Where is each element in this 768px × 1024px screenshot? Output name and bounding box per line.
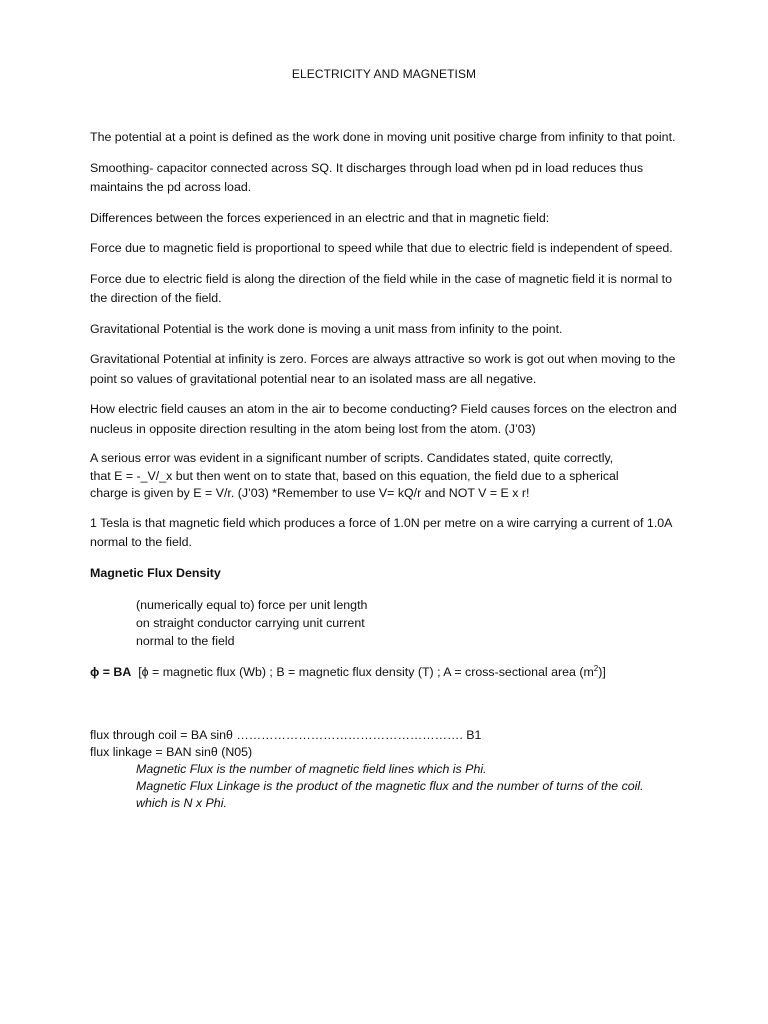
flux-density-line-3: normal to the field <box>136 634 235 648</box>
formula-body: [ϕ = magnetic flux (Wb) ; B = magnetic flux density (T) ; A = cross-sectional area (m <box>138 665 594 679</box>
flux-density-heading: Magnetic Flux Density <box>90 565 221 580</box>
formula-close: )] <box>598 665 606 679</box>
page-title: ELECTRICITY AND MAGNETISM <box>291 67 477 81</box>
formula-lead: ϕ = BA <box>90 665 132 679</box>
magnetic-flux-formula <box>90 663 682 683</box>
flux-through-coil: flux through coil = BA sinθ ………………………………………………. B1 <box>90 727 482 742</box>
flux-density-line-1: (numerically equal to) force per unit length <box>136 598 368 612</box>
flux-density-definition <box>136 596 682 650</box>
serious-error-line-2: that E = -_V/_x but then went on to state that, based on this equation, the field due to a spherical <box>90 468 619 483</box>
paragraph-electric-force-direction: Force due to electric field is along the direction of the field while in the case of magnetic field it is normal to the direction of the field. <box>90 271 672 305</box>
flux-note-2: Magnetic Flux Linkage is the product of the magnetic flux and the number of turns of the coil. <box>136 778 644 793</box>
paragraph-magnetic-force: Force due to magnetic field is proportional to speed while that due to electric field is independent of speed. <box>90 241 673 255</box>
flux-note-1: Magnetic Flux is the number of magnetic field lines which is Phi. <box>136 761 487 776</box>
paragraph-differences: Differences between the forces experienced in an electric and that in magnetic field: <box>90 210 550 225</box>
serious-error-line-3: charge is given by E = V/r. (J’03) *Remember to use V= kQ/r and NOT V = E x r! <box>90 486 530 500</box>
paragraph-gravitational-infinity: Gravitational Potential at infinity is zero. Forces are always attractive so work is got out when moving to the point so values of gravitational potential near to an isolated mass are all negative. <box>90 352 676 386</box>
flux-linkage: flux linkage = BAN sinθ (N05) <box>90 744 253 759</box>
flux-density-line-2: on straight conductor carrying unit current <box>136 616 365 630</box>
flux-note-3: which is N x Phi. <box>136 795 227 810</box>
paragraph-potential-definition: The potential at a point is defined as the work done in moving unit positive charge from infinity to that point. <box>90 130 676 144</box>
paragraph-serious-error <box>90 450 682 503</box>
paragraph-tesla-definition: 1 Tesla is that magnetic field which produces a force of 1.0N per metre on a wire carrying a current of 1.0A normal to the field. <box>90 515 672 549</box>
document-body <box>90 128 682 812</box>
paragraph-gravitational-potential: Gravitational Potential is the work done is moving a unit mass from infinity to the point. <box>90 321 563 336</box>
paragraph-smoothing: Smoothing- capacitor connected across SQ. It discharges through load when pd in load reduces thus maintains the pd across load. <box>90 160 644 194</box>
flux-notes <box>136 761 682 812</box>
paragraph-atom-conducting: How electric field causes an atom in the air to become conducting? Field causes forces on the electron and nucleus in opposite direction resulting in the atom being lost from the atom. (J’03) <box>90 402 677 436</box>
formula-superscript: 2 <box>593 663 599 673</box>
serious-error-line-1: A serious error was evident in a significant number of scripts. Candidates stated, quite correctly, <box>90 451 614 465</box>
